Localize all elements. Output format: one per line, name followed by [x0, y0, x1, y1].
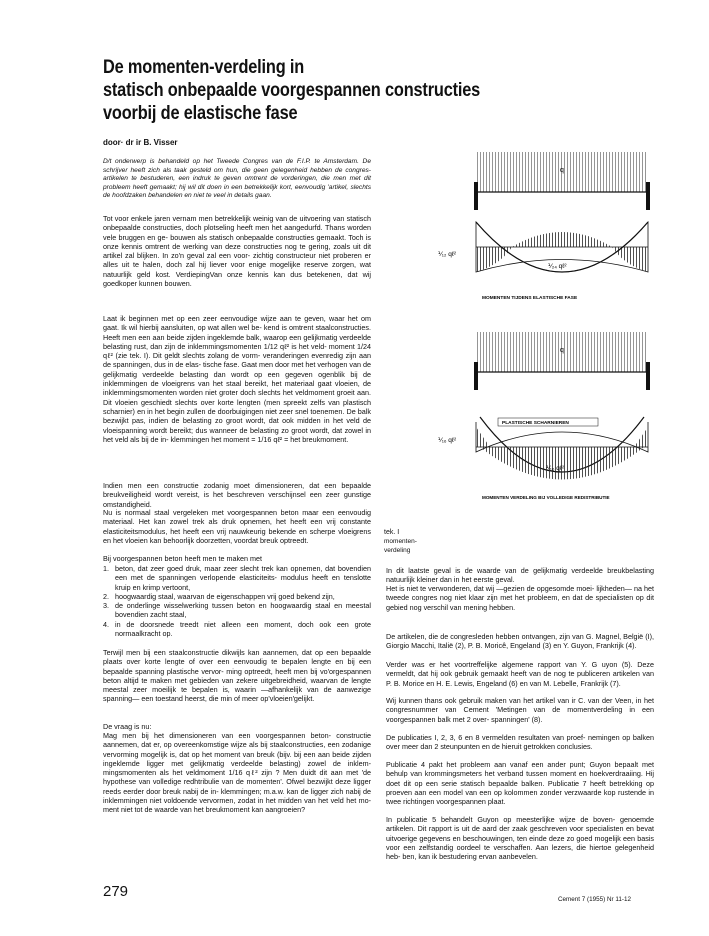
properties-list: [103, 564, 371, 638]
list-item: 3. de onderlinge wisselwerking tussen beton en hoogwaardig staal en meestal bovendien zacht staal,: [103, 601, 371, 620]
right-paragraph-3: De artikelen, die de congresleden hebben ontvangen, zijn van G. Magnel, België (I), Giorgio Macchi, Italië (2), P. B. Moricê, Engeland (3) en Y. Guyon, Frankrijk (4).: [386, 632, 654, 651]
label-plastic-hinges: PLASTISCHE SCHARNIEREN: [502, 421, 569, 426]
moment-diagram-redistribution: [438, 417, 648, 500]
caption-redistribution: MOMENTEN VERDELING BIJ VOLLEDIGE REDISTRIBUTIE: [482, 495, 610, 500]
right-paragraph-1: In dit laatste geval is de waarde van de gelijkmatig verdeelde breukbelasting natuurlijk kleiner dan in het eerste geval.: [386, 566, 654, 585]
figure-caption-text: momenten- verdeling: [384, 538, 417, 554]
paragraph-1: Tot voor enkele jaren vernam men betrekkelijk weinig van de uitvoering van statisch onbepaalde constructies, doch plotseling heeft men het aangedurfd. Thans worden vele bruggen en ge- bouwen als statisch onbepaalde constructies gemaakt. Toch is onze kennis omtrent de werking van deze constructies nog te gering, zoals uit dit artikel zal blijken. In zo'n geval zal een voor- zichtig constructeur niet proberen er alles uit te halen, doch zal hij liever voor enige mogelijke reserve zorgen, wat natuurlijk geld kost. VerdiepingVan onze kennis kan dus betekenen, dat wij goedkoper kunnen bouwen.: [103, 214, 371, 289]
figure-caption: [384, 528, 417, 555]
right-paragraph-5: Wij kunnen thans ook gebruik maken van het artikel van ir C. van der Veen, in het congresnummer van Cement 'Metingen van de momentverdeling in een voorgespannen balk met 2 over- spanningen' (8).: [386, 696, 654, 724]
paragraph-4: Nu is normaal staal vergeleken met voorgespannen beton maar een eenvoudig materiaal. Het kan zowel trek als druk opnemen, het heeft een vrij constante elasticiteitsmodulus, het heeft een vrij nauwkeurig bekende en scherpe vloeigrens en het vloeien kan behoorlijk doorzetten, voordat breuk optreedt.: [103, 508, 371, 545]
moment-diagram-elastic: [438, 222, 648, 301]
list-item: 2. hoogwaardig staal, waarvan de eigenschappen vrij goed bekend zijn,: [103, 591, 335, 601]
paragraph-2: Laat ik beginnen met op een zeer eenvoudige wijze aan te geven, waar het om gaat. Ik wil hierbij aansluiten, op wat allen wel be- kend is omtrent staalconstructies. Heeft men een aan beide zijden ingeklemde balk, waarop een gelijkmatig verdeelde belasting rust, dan zijn de inklemmingsmomenten 1/12 qℓ² is het veld- moment 1/24 qℓ² (zie tek. I). Dit geldt slechts zolang de vorm- veranderingen evenredig zijn aan de spanningen, dus in de elas- tische fase. Gaat men door met het verhogen van de gelijkmatig verdeelde belasting dan wordt op een gegeven ogenblik bij de inklemmingen de vloeigrens van het staal bereikt, het materiaal gaat vloeien, de inklemmingsmomenten worden niet groter doch slechts het veldmoment groeit aan. Dit vloeien geschiedt slechts over korte lengten (men spreekt zelfs van plastisch scharnier) en in het begin zullen de doorbuigingen niet zeer snel toenemen. De balk bezwijkt pas, indien de belasting zo groot wordt, dat ook midden in het veld de vloeispanning wordt bereikt; dus wanneer de belasting zo groot wordt, dat zowel in het veld als bij de in- klemmingen het moment = 1/16 qℓ² = het breukmoment.: [103, 314, 371, 444]
right-paragraph-4: Verder was er het voortreffelijke algemene rapport van Y. G uyon (5). Deze vermeldt, dat hij ook gebruik gemaakt heeft van de nog te publiceren artikelen van P. B. Morice en H. E. Lewis, Engeland (6) en van M. Lebelle, Frankrijk (7).: [386, 660, 654, 688]
paragraph-3: Indien men een constructie zodanig moet dimensioneren, dat een bepaalde breukveiligheid wordt vereist, is het beschreven verschijnsel een zeer gunstige omstandigheid.: [103, 481, 371, 509]
moment-diagram-figure: [380, 152, 658, 524]
caption-elastic: MOMENTEN TIJDENS ELASTISCHE FASE: [482, 296, 578, 301]
title-line-2: statisch onbepaalde voorgespannen constructies: [103, 80, 481, 101]
label-breukmoment-left: ⅟₁₆ qℓ²: [438, 437, 457, 444]
intro-paragraph: D/t onderwerp is behandeld op het Tweede Congres van de F.I.P. te Amsterdam. De schrijver heeft zich als taak gesteld om hun, die geen gelegenheid hebben de congres-artikelen te bestuderen, een indruk te geven omtrent de vorderingen, die men met dit probleem heeft gemaakt; hij wil dit doen in een betrekkelijk kort, eenvoudig 'artikel, slechts de hoofdzaken behandelen en niet te veel in details gaan.: [103, 158, 371, 200]
article-title: [103, 56, 481, 125]
paragraph-7: De vraag is nu:: [103, 722, 152, 731]
byline: door· dr ir B. Visser: [103, 138, 178, 147]
label-breukmoment-mid: ⅟₁₆ qℓ²: [546, 465, 565, 472]
list-item: 4. in de doorsnede treedt niet alleen een moment, doch ook een grote normaalkracht op.: [103, 619, 371, 639]
load-label-q2: q: [560, 347, 564, 354]
page-number: 279: [103, 883, 129, 900]
journal-reference: Cement 7 (1955) Nr 11-12: [558, 896, 632, 903]
figure-number: tek. I: [384, 529, 400, 536]
right-paragraph-8: In publicatie 5 behandelt Guyon op meesterlijke wijze de boven- genoemde artikelen. Dit rapport is uit de aard der zaak geschreven voor specialisten en bevat uitvoerige gegevens en beschouwingen, ten einde deze zo goed mogelijk een basis voor een zelfstandig oordeel te verschaffen. Aan lezers, die hiertoe gelegenheid heb- ben, kan ik bestudering ervan aanbevelen.: [386, 815, 654, 862]
paragraph-6: Terwijl men bij een staalconstructie dikwijls kan aannemen, dat op een bepaalde plaats over korte lengte of over een eenvoudig te bepalen lengte en bij een bepaalde spanning plastische vervor- ming optreedt, heeft men bij vo'orgespannen beton altijd te maken met gebieden van zekere uitgebreidheid, waarvan de lengte meestal zeer moeilijk te bepalen is, waarin —afhankelijk van de aanwezige spanning— een toestand heerst, die min of meer op'vloeien'gelijkt.: [103, 648, 371, 704]
right-paragraph-2: Het is niet te verwonderen, dat wij —gezien de opgesomde moei- lijkheden— na het tweede congres nog niet klaar zijn met het probleem, en dat de specialisten op dit gebied nog verschil van mening hebben.: [386, 584, 654, 612]
beam-elastic: [474, 152, 650, 210]
load-label-q: q: [560, 167, 564, 174]
beam-plastic: [474, 332, 650, 390]
label-inklemming: ⅟₁₂ qℓ²: [438, 251, 457, 258]
paragraph-5: Bij voorgespannen beton heeft men te maken met: [103, 554, 263, 563]
title-line-1: De momenten-verdeling in: [103, 57, 305, 78]
paragraph-8: Mag men bij het dimensioneren van een voorgespannen beton- constructie aannemen, dat er, op overeenkomstige wijze als bij staalconstructies, een zodanige vervorming mogelijk is, dat op het moment van breuk (bijv. bij een aan beide zijden ingeklemde ligger met gelijkmatig verdeelde belasting) zowel de inklem- mingsmomenten als het veldmoment 1/16 qℓ² zijn ? Men duidt dit aan met 'de hypothese van volledige redhtribulie van de momenten'. Ofwel bezwijkt deze ligger reeds eerder door breuk nabij de in- klemmingen; m.a.w. kan de ligger zich nabij de inklemmingen niet voldoende vervormen, zodat in het midden van het veld het mo- ment niet tot de waarde van het breukmoment kan aangroeien?: [103, 731, 371, 815]
title-line-3: voorbij de elastische fase: [103, 103, 298, 124]
right-paragraph-7: Publicatie 4 pakt het probleem aan vanaf een ander punt; Guyon bepaalt met behulp van krommingsmeters het verband tussen moment en hoekverdraaiing. Hij doet dit op een serie statisch bepaalde balken. Publicatie 7 heeft betrekking op proeven aan een model van een op kolommen zonder verzwaarde kop rustende in twee richtingen voorgespannen plaat.: [386, 760, 654, 807]
label-veldmoment: ⅟₂₄ qℓ²: [548, 263, 567, 270]
list-item: 1. beton, dat zeer goed druk, maar zeer slecht trek kan opnemen, dat bovendien een met de spanningen verlopende elasticiteits- modulus heeft en tenslotte kruip en krimp vertoont,: [103, 564, 371, 592]
right-paragraph-6: De publicaties I, 2, 3, 6 en 8 vermelden resultaten van proef- nemingen op balken over meer dan 2 steunpunten en de hieruit getrokken conclusies.: [386, 733, 654, 752]
